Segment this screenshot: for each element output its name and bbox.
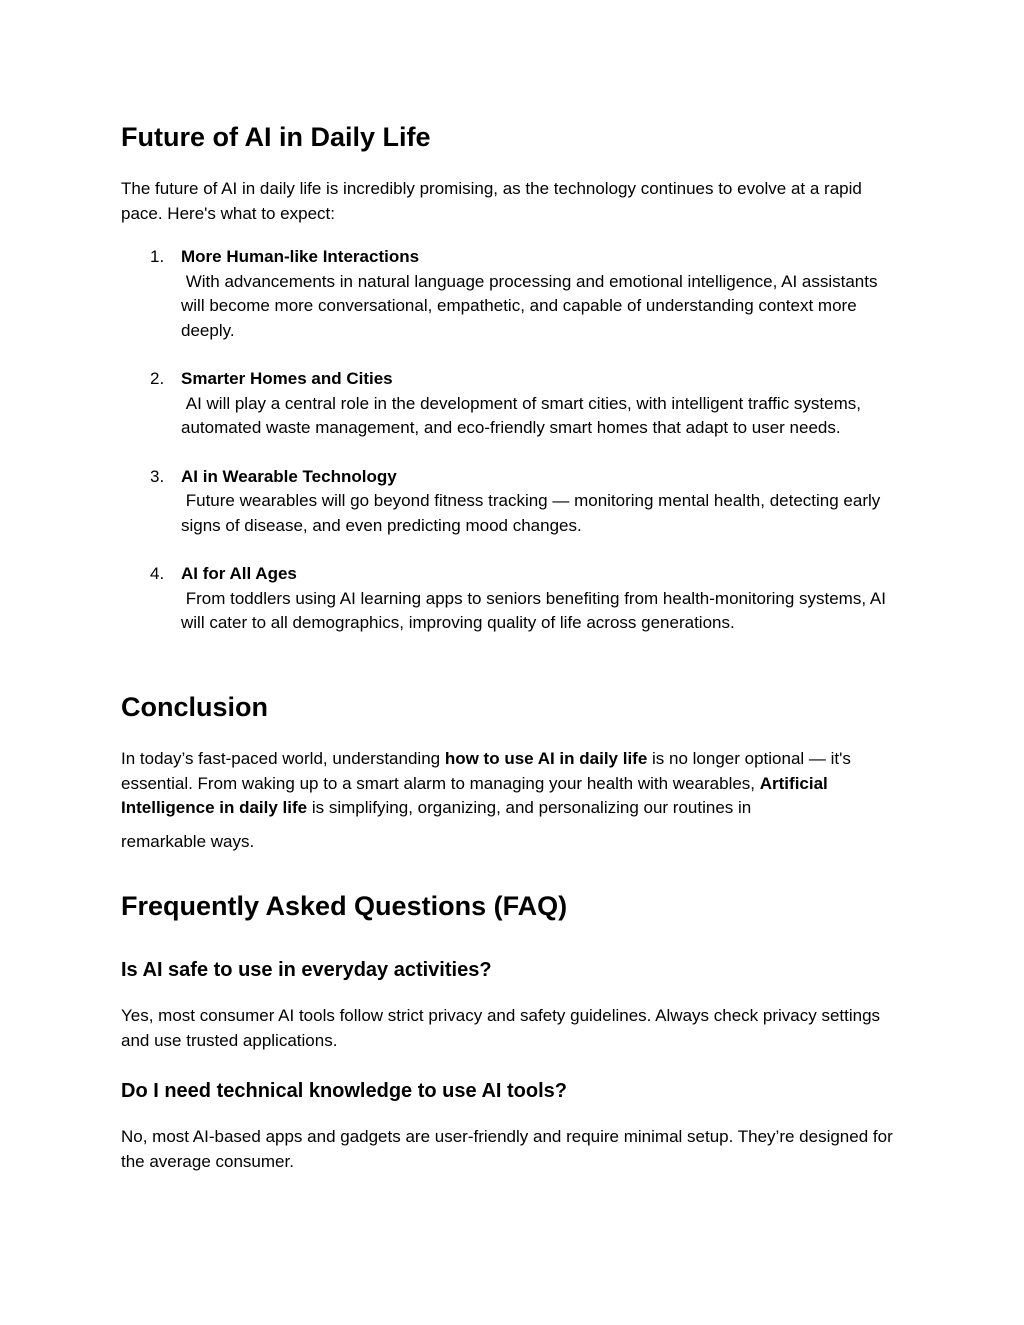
list-item-text: AI will play a central role in the development of smart cities, with intelligent traffic systems, automated waste management, and eco-friendly smart homes that adapt to user needs. (181, 393, 861, 437)
list-item-number: 1. (150, 247, 165, 266)
list-item-text: From toddlers using AI learning apps to seniors benefiting from health-monitoring systems, AI will cater to all demographics, improving quality of life across generations. (181, 588, 886, 632)
list-item-title: More Human-like Interactions (181, 247, 420, 266)
list-item (121, 367, 901, 441)
list-item-title: AI in Wearable Technology (181, 466, 397, 486)
future-intro-paragraph: The future of AI in daily life is incredibly promising, as the technology continues to evolve at a rapid pace. Here's what to expect: (121, 179, 862, 223)
faq-question: Is AI safe to use in everyday activities? (121, 959, 492, 981)
list-item-number: 2. (150, 369, 165, 388)
faq-question: Do I need technical knowledge to use AI tools? (121, 1080, 567, 1102)
faq-heading: Frequently Asked Questions (FAQ) (121, 891, 568, 921)
faq-answer: Yes, most consumer AI tools follow strict privacy and safety guidelines. Always check privacy settings and use trusted applications. (121, 1006, 881, 1050)
future-heading: Future of AI in Daily Life (121, 122, 431, 152)
bold-phrase: how to use AI in daily life (444, 749, 648, 768)
list-item-text: Future wearables will go beyond fitness tracking — monitoring mental health, detecting early signs of disease, and even predicting mood changes. (181, 491, 881, 535)
faq-answer: No, most AI-based apps and gadgets are user-friendly and require minimal setup. They’re designed for the average consumer. (121, 1127, 893, 1171)
list-item-number: 3. (150, 466, 165, 486)
list-item-number: 4. (150, 564, 165, 583)
conclusion-heading: Conclusion (121, 692, 268, 722)
list-item-text: With advancements in natural language processing and emotional intelligence, AI assistants will become more conversational, empathetic, and capable of understanding context more deeply. (181, 271, 878, 340)
list-item (121, 562, 901, 636)
list-item-title: Smarter Homes and Cities (181, 369, 393, 388)
list-item-title: AI for All Ages (181, 564, 297, 583)
bold-phrase: Artificial Intelligence in daily life (121, 773, 828, 817)
list-item (121, 465, 901, 539)
list-item (121, 245, 901, 343)
future-list (121, 245, 901, 660)
conclusion-paragraph: In today’s fast-paced world, understanding how to use AI in daily life is no longer optional — it's essential. From waking up to a smart alarm to managing your health with wearables, Artificial Intelligence in daily life is simplifying, organizing, and personalizing our routines in remarkable ways. (121, 749, 851, 851)
